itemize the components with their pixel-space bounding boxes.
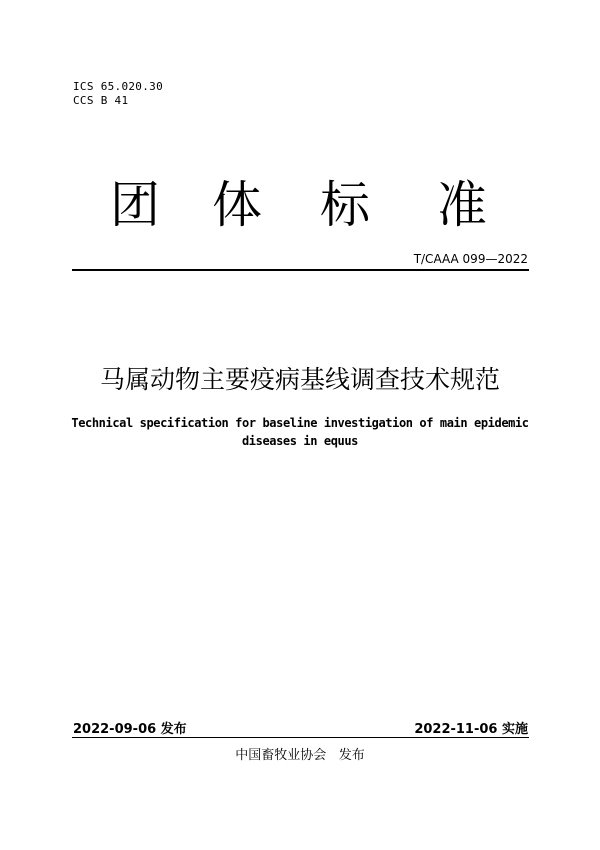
publish-date: 2022-09-06 发布 [73, 722, 187, 737]
english-title-line-2: diseases in equus [241, 434, 359, 448]
classification-codes [73, 80, 163, 108]
header-divider [72, 269, 529, 271]
footer-divider [72, 737, 529, 738]
english-title-line-1: Technical specification for baseline investigation of main epidemic [71, 416, 529, 430]
document-type-heading [0, 170, 600, 240]
english-title [60, 414, 540, 450]
standard-number: T/CAAA 099—2022 [413, 252, 528, 266]
implement-date: 2022-11-06 实施 [414, 722, 528, 737]
heading-char-3: 标 [320, 176, 370, 234]
publisher: 中国畜牧业协会 发布 [235, 748, 365, 763]
heading-char-1: 团 [110, 176, 160, 234]
ccs-code: CCS B 41 [73, 94, 129, 107]
heading-char-2: 体 [212, 176, 262, 234]
chinese-title: 马属动物主要疫病基线调查技术规范 [99, 365, 500, 394]
heading-char-4: 准 [437, 176, 487, 234]
ics-code: ICS 65.020.30 [73, 80, 163, 93]
